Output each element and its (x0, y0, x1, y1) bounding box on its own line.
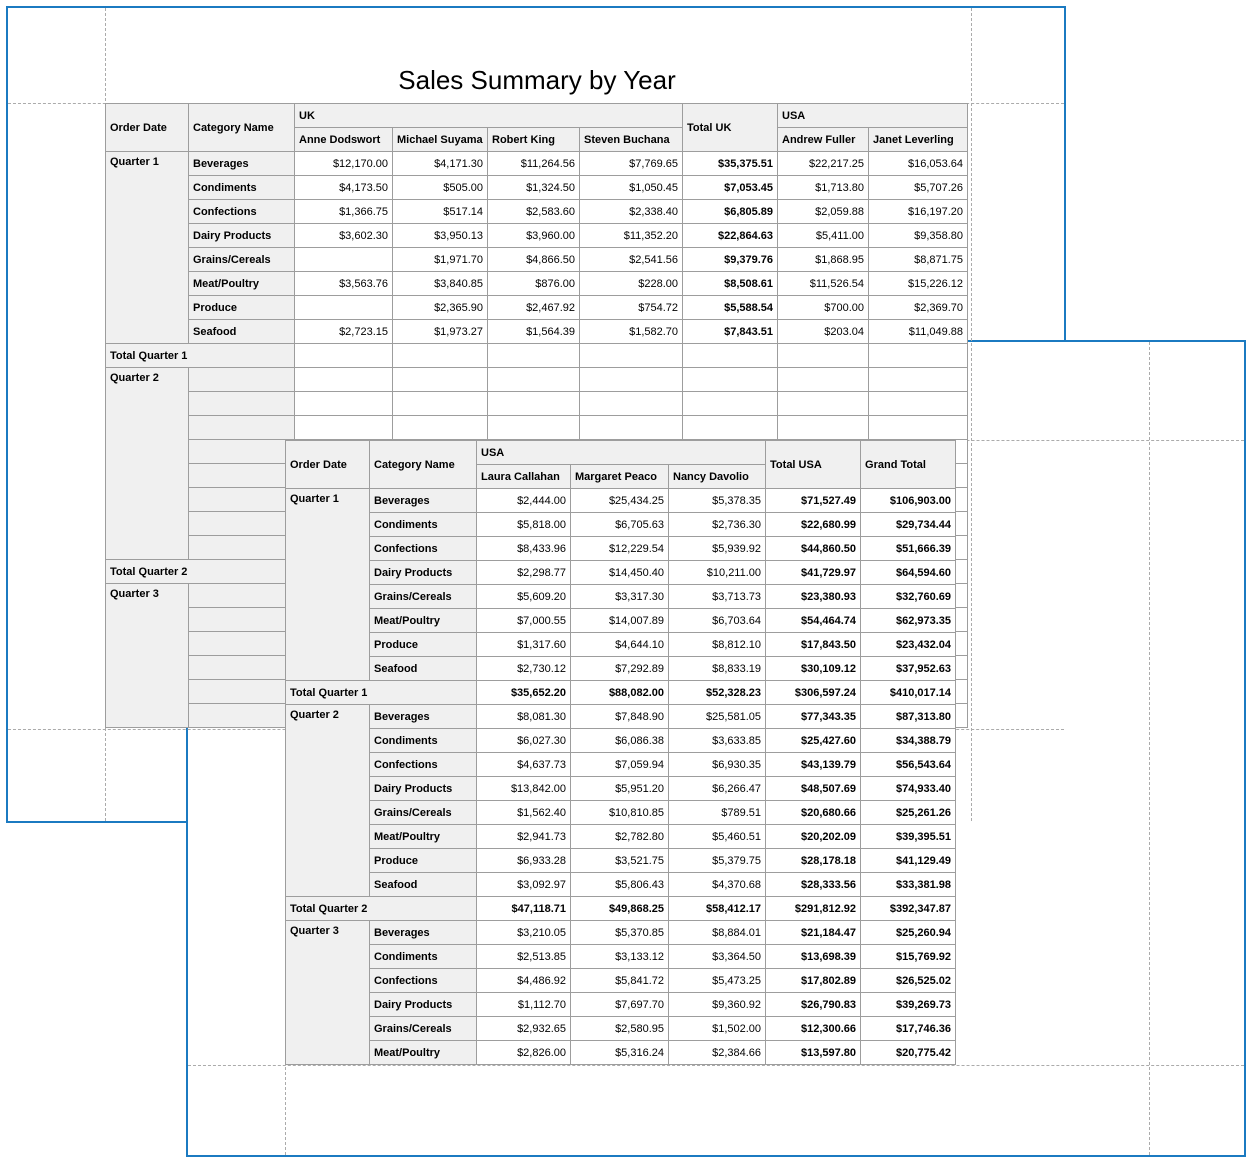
sales-value-cell: $3,960.00 (488, 224, 580, 248)
pivot-table-container (285, 440, 956, 1065)
sales-value-cell: $14,450.40 (571, 561, 669, 585)
sales-value-cell: $1,324.50 (488, 176, 580, 200)
sales-value-cell: $25,581.05 (669, 705, 766, 729)
category-name-cell (189, 680, 295, 704)
sales-value-cell: $5,411.00 (778, 224, 869, 248)
sales-value-cell (488, 368, 580, 392)
sales-value-cell: $11,526.54 (778, 272, 869, 296)
category-name-cell: Dairy Products (189, 224, 295, 248)
total-value-cell (393, 344, 488, 368)
sales-value-cell: $12,170.00 (295, 152, 393, 176)
sales-value-cell: $1,973.27 (393, 320, 488, 344)
sales-value-cell: $7,769.65 (580, 152, 683, 176)
sales-value-cell: $3,950.13 (393, 224, 488, 248)
sales-value-cell: $1,317.60 (477, 633, 571, 657)
sales-value-cell: $2,513.85 (477, 945, 571, 969)
sales-value-cell: $16,197.20 (869, 200, 968, 224)
sales-value-cell: $1,366.75 (295, 200, 393, 224)
category-name-cell (189, 608, 295, 632)
sales-value-cell: $9,358.80 (869, 224, 968, 248)
sales-value-cell: $25,261.26 (861, 801, 956, 825)
margin-guide-bottom (188, 1065, 1244, 1066)
sales-value-cell: $5,588.54 (683, 296, 778, 320)
sales-value-cell (295, 392, 393, 416)
sales-value-cell: $22,864.63 (683, 224, 778, 248)
sales-value-cell: $8,081.30 (477, 705, 571, 729)
sales-value-cell: $3,633.85 (669, 729, 766, 753)
sales-value-cell: $35,375.51 (683, 152, 778, 176)
sales-value-cell: $3,521.75 (571, 849, 669, 873)
total-value-cell: $58,412.17 (669, 897, 766, 921)
total-value-cell: $35,652.20 (477, 681, 571, 705)
quarter-row-header: Quarter 2 (286, 705, 370, 897)
sales-value-cell: $41,729.97 (766, 561, 861, 585)
category-name-cell: Seafood (370, 657, 477, 681)
sales-value-cell: $106,903.00 (861, 489, 956, 513)
sales-value-cell (488, 416, 580, 440)
sales-value-cell: $16,053.64 (869, 152, 968, 176)
column-header-usa: USA (477, 441, 766, 465)
category-name-cell (189, 632, 295, 656)
sales-value-cell: $11,264.56 (488, 152, 580, 176)
sales-value-cell: $74,933.40 (861, 777, 956, 801)
category-name-cell: Grains/Cereals (370, 801, 477, 825)
category-name-cell: Grains/Cereals (370, 1017, 477, 1041)
category-name-cell: Meat/Poultry (370, 1041, 477, 1065)
sales-value-cell: $3,317.30 (571, 585, 669, 609)
quarter-row-header: Quarter 2 (106, 368, 189, 560)
sales-value-cell: $1,562.40 (477, 801, 571, 825)
sales-value-cell: $6,703.64 (669, 609, 766, 633)
column-header-margaret-peaco: Margaret Peaco (571, 465, 669, 489)
sales-value-cell: $2,932.65 (477, 1017, 571, 1041)
sales-value-cell: $23,432.04 (861, 633, 956, 657)
sales-value-cell: $228.00 (580, 272, 683, 296)
sales-value-cell: $2,338.40 (580, 200, 683, 224)
sales-value-cell: $3,364.50 (669, 945, 766, 969)
margin-guide-right (1149, 342, 1150, 1155)
sales-value-cell: $5,951.20 (571, 777, 669, 801)
total-value-cell: $306,597.24 (766, 681, 861, 705)
sales-value-cell: $13,698.39 (766, 945, 861, 969)
sales-value-cell (295, 296, 393, 320)
sales-value-cell: $6,027.30 (477, 729, 571, 753)
column-header-nancy-davolio: Nancy Davolio (669, 465, 766, 489)
sales-value-cell: $3,563.76 (295, 272, 393, 296)
sales-value-cell (580, 416, 683, 440)
sales-value-cell (393, 368, 488, 392)
sales-value-cell: $22,680.99 (766, 513, 861, 537)
column-header-category-name: Category Name (370, 441, 477, 489)
sales-value-cell: $39,269.73 (861, 993, 956, 1017)
sales-value-cell: $17,843.50 (766, 633, 861, 657)
sales-value-cell: $20,775.42 (861, 1041, 956, 1065)
category-name-cell (189, 704, 295, 728)
sales-value-cell: $4,171.30 (393, 152, 488, 176)
sales-value-cell: $876.00 (488, 272, 580, 296)
category-name-cell (189, 488, 295, 512)
sales-value-cell: $12,300.66 (766, 1017, 861, 1041)
sales-value-cell: $11,049.88 (869, 320, 968, 344)
sales-value-cell: $5,378.35 (669, 489, 766, 513)
sales-value-cell: $7,059.94 (571, 753, 669, 777)
category-name-cell: Confections (370, 753, 477, 777)
total-value-cell: $47,118.71 (477, 897, 571, 921)
sales-value-cell: $26,525.02 (861, 969, 956, 993)
sales-value-cell: $1,868.95 (778, 248, 869, 272)
total-value-cell: $291,812.92 (766, 897, 861, 921)
total-value-cell (683, 344, 778, 368)
sales-value-cell (869, 416, 968, 440)
category-name-cell: Dairy Products (370, 777, 477, 801)
sales-value-cell: $6,930.35 (669, 753, 766, 777)
sales-value-cell (393, 392, 488, 416)
sales-value-cell (683, 392, 778, 416)
sales-value-cell: $2,723.15 (295, 320, 393, 344)
sales-value-cell: $9,360.92 (669, 993, 766, 1017)
total-value-cell: $88,082.00 (571, 681, 669, 705)
total-value-cell (580, 344, 683, 368)
sales-value-cell (580, 368, 683, 392)
category-name-cell: Condiments (189, 176, 295, 200)
column-header-michael-suyama: Michael Suyama (393, 128, 488, 152)
sales-value-cell: $5,609.20 (477, 585, 571, 609)
sales-value-cell: $4,486.92 (477, 969, 571, 993)
sales-value-cell (778, 416, 869, 440)
category-name-cell: Grains/Cereals (189, 248, 295, 272)
sales-value-cell: $8,433.96 (477, 537, 571, 561)
quarter-row-header: Quarter 1 (286, 489, 370, 681)
sales-value-cell: $6,266.47 (669, 777, 766, 801)
sales-value-cell (778, 392, 869, 416)
sales-value-cell: $1,502.00 (669, 1017, 766, 1041)
sales-value-cell: $23,380.93 (766, 585, 861, 609)
sales-value-cell: $5,939.92 (669, 537, 766, 561)
column-header-andrew-fuller: Andrew Fuller (778, 128, 869, 152)
total-value-cell: $392,347.87 (861, 897, 956, 921)
sales-value-cell: $4,644.10 (571, 633, 669, 657)
column-header-order-date: Order Date (106, 104, 189, 152)
sales-value-cell: $8,884.01 (669, 921, 766, 945)
total-row-label: Total Quarter 1 (286, 681, 477, 705)
category-name-cell: Confections (370, 969, 477, 993)
sales-value-cell: $3,840.85 (393, 272, 488, 296)
total-value-cell: $52,328.23 (669, 681, 766, 705)
sales-value-cell: $33,381.98 (861, 873, 956, 897)
category-name-cell: Beverages (189, 152, 295, 176)
sales-value-cell: $2,580.95 (571, 1017, 669, 1041)
column-header-usa: USA (778, 104, 968, 128)
sales-value-cell: $64,594.60 (861, 561, 956, 585)
total-row-label: Total Quarter 1 (106, 344, 295, 368)
sales-value-cell: $28,178.18 (766, 849, 861, 873)
report-title: Sales Summary by Year (398, 65, 676, 95)
total-value-cell: $410,017.14 (861, 681, 956, 705)
sales-value-cell: $37,952.63 (861, 657, 956, 681)
sales-value-cell: $9,379.76 (683, 248, 778, 272)
sales-value-cell: $51,666.39 (861, 537, 956, 561)
sales-value-cell: $87,313.80 (861, 705, 956, 729)
column-header-laura-callahan: Laura Callahan (477, 465, 571, 489)
sales-value-cell: $2,730.12 (477, 657, 571, 681)
total-value-cell (488, 344, 580, 368)
sales-value-cell: $22,217.25 (778, 152, 869, 176)
category-name-cell: Dairy Products (370, 993, 477, 1017)
sales-value-cell: $3,092.97 (477, 873, 571, 897)
sales-value-cell: $5,841.72 (571, 969, 669, 993)
sales-value-cell: $2,541.56 (580, 248, 683, 272)
category-name-cell (189, 368, 295, 392)
sales-value-cell: $2,467.92 (488, 296, 580, 320)
sales-value-cell: $15,769.92 (861, 945, 956, 969)
sales-value-cell: $41,129.49 (861, 849, 956, 873)
category-name-cell: Confections (189, 200, 295, 224)
sales-value-cell: $2,782.80 (571, 825, 669, 849)
sales-value-cell (295, 248, 393, 272)
category-name-cell (189, 656, 295, 680)
category-name-cell: Produce (370, 633, 477, 657)
column-header-total-usa: Total USA (766, 441, 861, 489)
sales-value-cell: $56,543.64 (861, 753, 956, 777)
category-name-cell: Condiments (370, 945, 477, 969)
sales-value-cell (869, 392, 968, 416)
sales-value-cell: $7,848.90 (571, 705, 669, 729)
sales-value-cell (295, 416, 393, 440)
sales-value-cell: $3,602.30 (295, 224, 393, 248)
sales-value-cell: $5,806.43 (571, 873, 669, 897)
sales-value-cell: $2,369.70 (869, 296, 968, 320)
sales-value-cell: $32,760.69 (861, 585, 956, 609)
column-header-category-name: Category Name (189, 104, 295, 152)
report-page-2[interactable] (186, 340, 1246, 1157)
category-name-cell (189, 464, 295, 488)
sales-value-cell: $43,139.79 (766, 753, 861, 777)
sales-value-cell: $789.51 (669, 801, 766, 825)
sales-value-cell: $7,000.55 (477, 609, 571, 633)
sales-value-cell: $26,790.83 (766, 993, 861, 1017)
sales-value-cell (778, 368, 869, 392)
sales-value-cell: $1,112.70 (477, 993, 571, 1017)
sales-value-cell: $5,707.26 (869, 176, 968, 200)
sales-value-cell: $4,637.73 (477, 753, 571, 777)
sales-value-cell: $5,370.85 (571, 921, 669, 945)
category-name-cell (189, 584, 295, 608)
sales-value-cell: $8,812.10 (669, 633, 766, 657)
sales-value-cell (295, 368, 393, 392)
sales-value-cell: $7,697.70 (571, 993, 669, 1017)
column-header-grand-total: Grand Total (861, 441, 956, 489)
sales-value-cell: $20,680.66 (766, 801, 861, 825)
quarter-row-header: Quarter 3 (106, 584, 189, 728)
sales-value-cell: $6,086.38 (571, 729, 669, 753)
sales-value-cell: $44,860.50 (766, 537, 861, 561)
sales-value-cell: $1,564.39 (488, 320, 580, 344)
sales-value-cell: $17,802.89 (766, 969, 861, 993)
sales-value-cell: $4,866.50 (488, 248, 580, 272)
sales-value-cell (869, 368, 968, 392)
sales-value-cell: $4,173.50 (295, 176, 393, 200)
category-name-cell (189, 416, 295, 440)
total-value-cell: $49,868.25 (571, 897, 669, 921)
sales-value-cell: $8,833.19 (669, 657, 766, 681)
sales-value-cell: $2,444.00 (477, 489, 571, 513)
sales-value-cell: $13,842.00 (477, 777, 571, 801)
sales-value-cell: $2,826.00 (477, 1041, 571, 1065)
sales-value-cell: $2,384.66 (669, 1041, 766, 1065)
sales-value-cell: $29,734.44 (861, 513, 956, 537)
column-header-uk: UK (295, 104, 683, 128)
sales-value-cell: $13,597.80 (766, 1041, 861, 1065)
sales-value-cell: $4,370.68 (669, 873, 766, 897)
quarter-row-header: Quarter 1 (106, 152, 189, 344)
category-name-cell: Condiments (370, 729, 477, 753)
category-name-cell: Condiments (370, 513, 477, 537)
sales-value-cell: $2,736.30 (669, 513, 766, 537)
sales-value-cell: $5,316.24 (571, 1041, 669, 1065)
sales-value-cell: $1,713.80 (778, 176, 869, 200)
category-name-cell: Beverages (370, 705, 477, 729)
sales-value-cell: $17,746.36 (861, 1017, 956, 1041)
sales-value-cell: $34,388.79 (861, 729, 956, 753)
sales-value-cell (683, 416, 778, 440)
category-name-cell: Beverages (370, 489, 477, 513)
sales-value-cell: $754.72 (580, 296, 683, 320)
category-name-cell (189, 440, 295, 464)
sales-value-cell: $6,705.63 (571, 513, 669, 537)
sales-value-cell: $28,333.56 (766, 873, 861, 897)
sales-value-cell (580, 392, 683, 416)
sales-value-cell: $203.04 (778, 320, 869, 344)
column-header-robert-king: Robert King (488, 128, 580, 152)
sales-value-cell: $7,843.51 (683, 320, 778, 344)
sales-value-cell: $20,202.09 (766, 825, 861, 849)
sales-value-cell: $10,810.85 (571, 801, 669, 825)
total-row-label: Total Quarter 2 (286, 897, 477, 921)
sales-value-cell: $1,050.45 (580, 176, 683, 200)
sales-value-cell: $8,871.75 (869, 248, 968, 272)
sales-value-cell: $505.00 (393, 176, 488, 200)
sales-value-cell: $48,507.69 (766, 777, 861, 801)
sales-value-cell: $1,971.70 (393, 248, 488, 272)
sales-value-cell: $5,818.00 (477, 513, 571, 537)
sales-value-cell (683, 368, 778, 392)
category-name-cell (189, 512, 295, 536)
sales-value-cell: $14,007.89 (571, 609, 669, 633)
sales-value-cell: $39,395.51 (861, 825, 956, 849)
sales-value-cell: $3,210.05 (477, 921, 571, 945)
sales-value-cell: $5,379.75 (669, 849, 766, 873)
column-header-anne-dodswort: Anne Dodswort (295, 128, 393, 152)
total-row-label: Total Quarter 2 (106, 560, 295, 584)
sales-value-cell: $15,226.12 (869, 272, 968, 296)
sales-value-cell: $2,941.73 (477, 825, 571, 849)
sales-value-cell: $77,343.35 (766, 705, 861, 729)
sales-value-cell: $71,527.49 (766, 489, 861, 513)
sales-value-cell: $25,434.25 (571, 489, 669, 513)
category-name-cell (189, 392, 295, 416)
column-header-order-date: Order Date (286, 441, 370, 489)
sales-value-cell (488, 392, 580, 416)
category-name-cell: Confections (370, 537, 477, 561)
sales-value-cell: $6,805.89 (683, 200, 778, 224)
category-name-cell: Meat/Poultry (189, 272, 295, 296)
category-name-cell: Produce (189, 296, 295, 320)
sales-value-cell: $2,583.60 (488, 200, 580, 224)
sales-value-cell: $12,229.54 (571, 537, 669, 561)
sales-value-cell: $25,427.60 (766, 729, 861, 753)
sales-value-cell: $517.14 (393, 200, 488, 224)
category-name-cell: Dairy Products (370, 561, 477, 585)
sales-value-cell: $62,973.35 (861, 609, 956, 633)
category-name-cell (189, 536, 295, 560)
column-header-steven-buchana: Steven Buchana (580, 128, 683, 152)
column-header-janet-leverling: Janet Leverling (869, 128, 968, 152)
quarter-row-header: Quarter 3 (286, 921, 370, 1065)
sales-value-cell: $21,184.47 (766, 921, 861, 945)
sales-value-cell: $6,933.28 (477, 849, 571, 873)
sales-value-cell: $2,059.88 (778, 200, 869, 224)
sales-value-cell: $7,292.89 (571, 657, 669, 681)
sales-value-cell: $7,053.45 (683, 176, 778, 200)
sales-value-cell: $11,352.20 (580, 224, 683, 248)
sales-value-cell: $30,109.12 (766, 657, 861, 681)
sales-value-cell: $700.00 (778, 296, 869, 320)
category-name-cell: Seafood (370, 873, 477, 897)
sales-value-cell: $5,473.25 (669, 969, 766, 993)
category-name-cell: Meat/Poultry (370, 609, 477, 633)
sales-value-cell: $8,508.61 (683, 272, 778, 296)
sales-value-cell: $10,211.00 (669, 561, 766, 585)
sales-value-cell: $2,365.90 (393, 296, 488, 320)
sales-pivot-table (285, 440, 956, 1065)
total-value-cell (778, 344, 869, 368)
category-name-cell: Meat/Poultry (370, 825, 477, 849)
category-name-cell: Grains/Cereals (370, 585, 477, 609)
total-value-cell (295, 344, 393, 368)
category-name-cell: Beverages (370, 921, 477, 945)
sales-value-cell: $3,133.12 (571, 945, 669, 969)
sales-value-cell: $5,460.51 (669, 825, 766, 849)
sales-value-cell: $2,298.77 (477, 561, 571, 585)
category-name-cell: Seafood (189, 320, 295, 344)
sales-value-cell (393, 416, 488, 440)
sales-value-cell: $3,713.73 (669, 585, 766, 609)
sales-value-cell: $25,260.94 (861, 921, 956, 945)
sales-value-cell: $1,582.70 (580, 320, 683, 344)
column-header-total-uk: Total UK (683, 104, 778, 152)
category-name-cell: Produce (370, 849, 477, 873)
sales-value-cell: $54,464.74 (766, 609, 861, 633)
total-value-cell (869, 344, 968, 368)
